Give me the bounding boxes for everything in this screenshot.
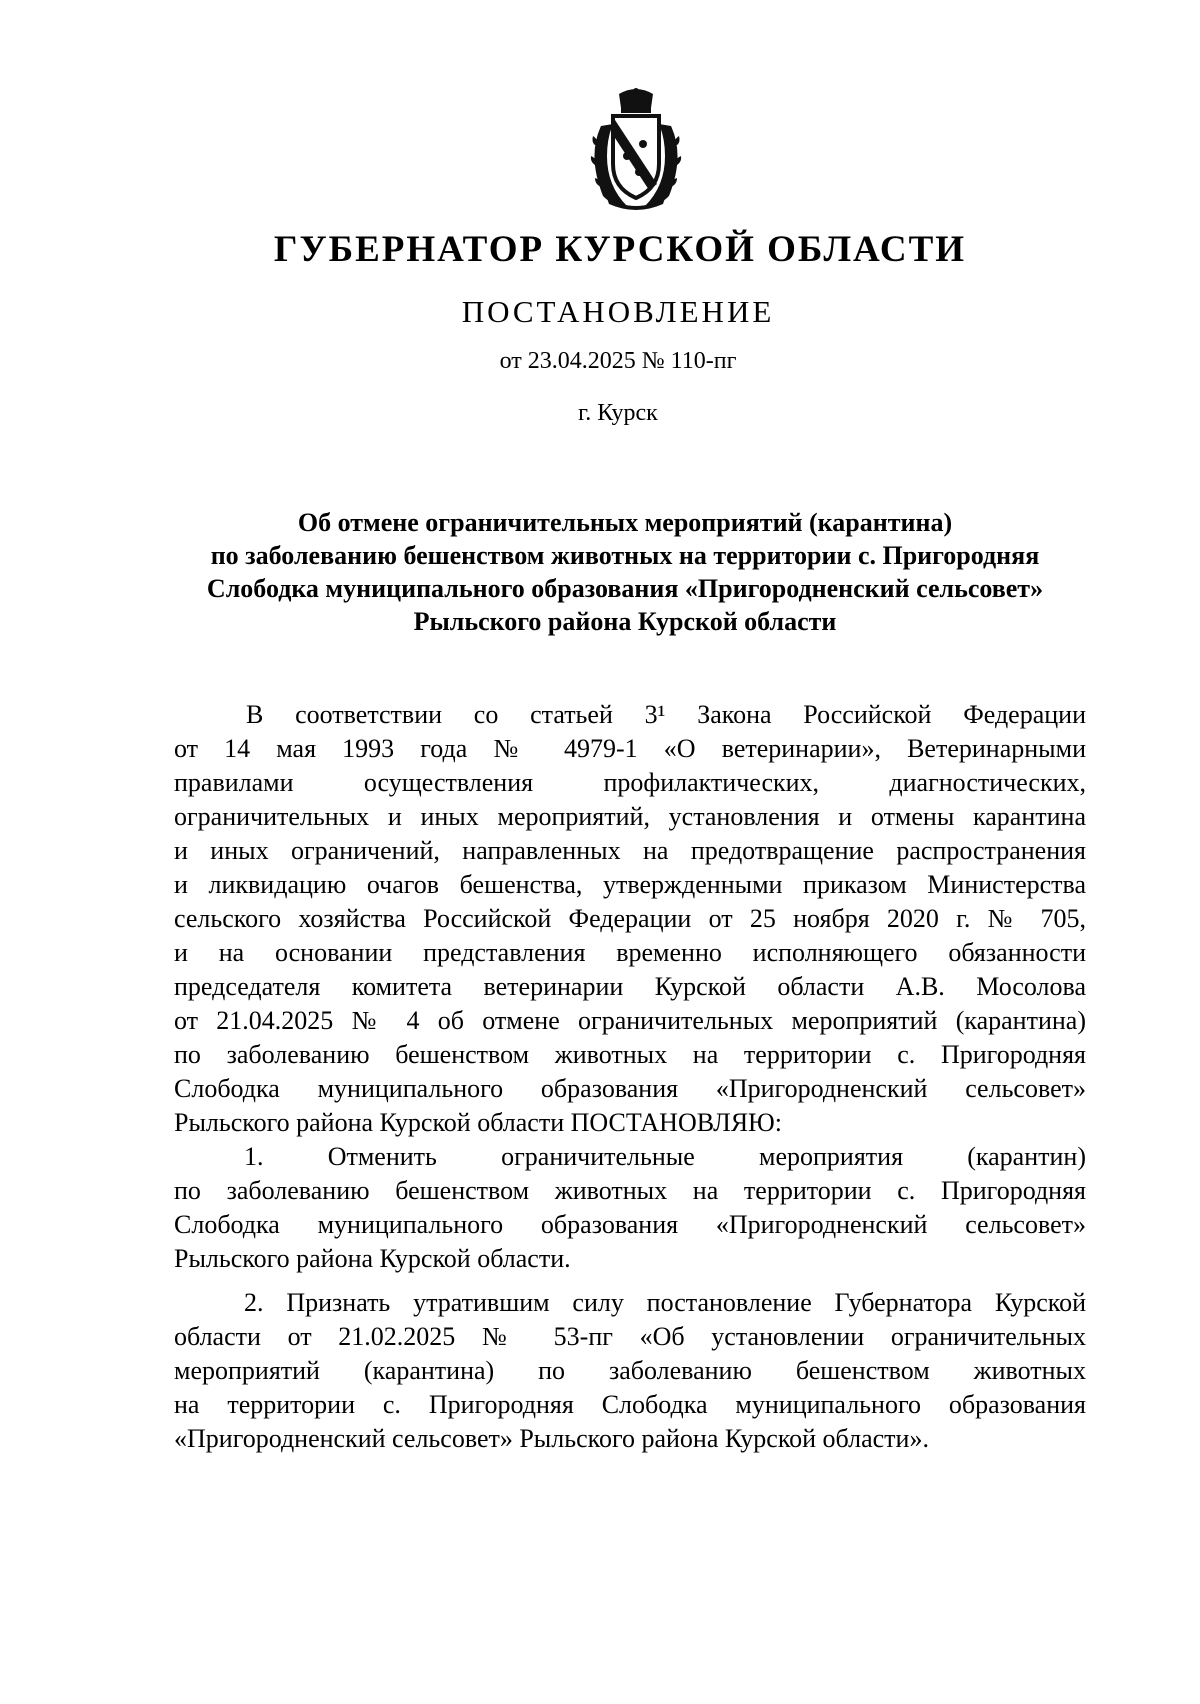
body-line: и иных ограничений, направленных на предотвращение распространения (174, 836, 1086, 865)
body-line: и ликвидацию очагов бешенства, утвержденными приказом Министерства (174, 870, 1086, 899)
body-line: от 21.04.2025 № 4 об отмене ограничительных мероприятий (карантина) (174, 1006, 1086, 1035)
title-line: Об отмене ограничительных мероприятий (карантина) (297, 508, 953, 537)
body-line: В соответствии со статьей 3¹ Закона Российской Федерации (246, 700, 1086, 729)
title-line: Рыльского района Курской области (413, 607, 837, 636)
document-type: ПОСТАНОВЛЕНИЕ (461, 294, 775, 329)
preamble-paragraph (174, 698, 1086, 1140)
body-line: сельского хозяйства Российской Федерации от 25 ноября 2020 г. № 705, (174, 904, 1086, 933)
body-line: председателя комитета ветеринарии Курской области А.В. Мосолова (174, 972, 1086, 1001)
document-place: г. Курск (578, 400, 658, 426)
body-line: Рыльского района Курской области. (174, 1244, 571, 1273)
item-1-paragraph (174, 1140, 1086, 1276)
body-line: по заболеванию бешенством животных на территории с. Пригородняя (174, 1040, 1086, 1069)
body-line: 2. Признать утратившим силу постановление Губернатора Курской (244, 1288, 1086, 1317)
body-line: 1. Отменить ограничительные мероприятия (карантин) (244, 1142, 1086, 1171)
body-line: по заболеванию бешенством животных на территории с. Пригородняя (174, 1176, 1086, 1205)
body-line: Слободка муниципального образования «Пригородненский сельсовет» (174, 1074, 1086, 1103)
body-line: правилами осуществления профилактических, диагностических, (174, 768, 1086, 797)
body-line: ограничительных и иных мероприятий, установления и отмены карантина (174, 802, 1086, 831)
document-number-date: от 23.04.2025 № 110-пг (499, 348, 737, 374)
title-line: Слободка муниципального образования «Пригородненский сельсовет» (206, 574, 1044, 603)
body-line: Слободка муниципального образования «Пригородненский сельсовет» (174, 1210, 1086, 1239)
title-line: по заболеванию бешенством животных на территории с. Пригородняя (210, 541, 1040, 570)
kursk-coat-of-arms-icon (567, 86, 705, 214)
document-title (160, 506, 1090, 638)
body-line: на территории с. Пригородняя Слободка муниципального образования (174, 1390, 1086, 1419)
body-line: области от 21.02.2025 № 53-пг «Об установлении ограничительных (174, 1322, 1086, 1351)
body-line: «Пригородненский сельсовет» Рыльского района Курской области». (174, 1424, 929, 1453)
body-line: и на основании представления временно исполняющего обязанности (174, 938, 1086, 967)
body-line: от 14 мая 1993 года № 4979-1 «О ветеринарии», Ветеринарными (174, 734, 1086, 763)
item-2-paragraph (174, 1286, 1086, 1456)
body-line: Рыльского района Курской области ПОСТАНОВЛЯЮ: (174, 1108, 783, 1137)
document-body (174, 698, 1086, 1456)
body-line: мероприятий (карантина) по заболеванию бешенством животных (174, 1356, 1086, 1385)
issuing-authority: ГУБЕРНАТОР КУРСКОЙ ОБЛАСТИ (273, 229, 967, 270)
